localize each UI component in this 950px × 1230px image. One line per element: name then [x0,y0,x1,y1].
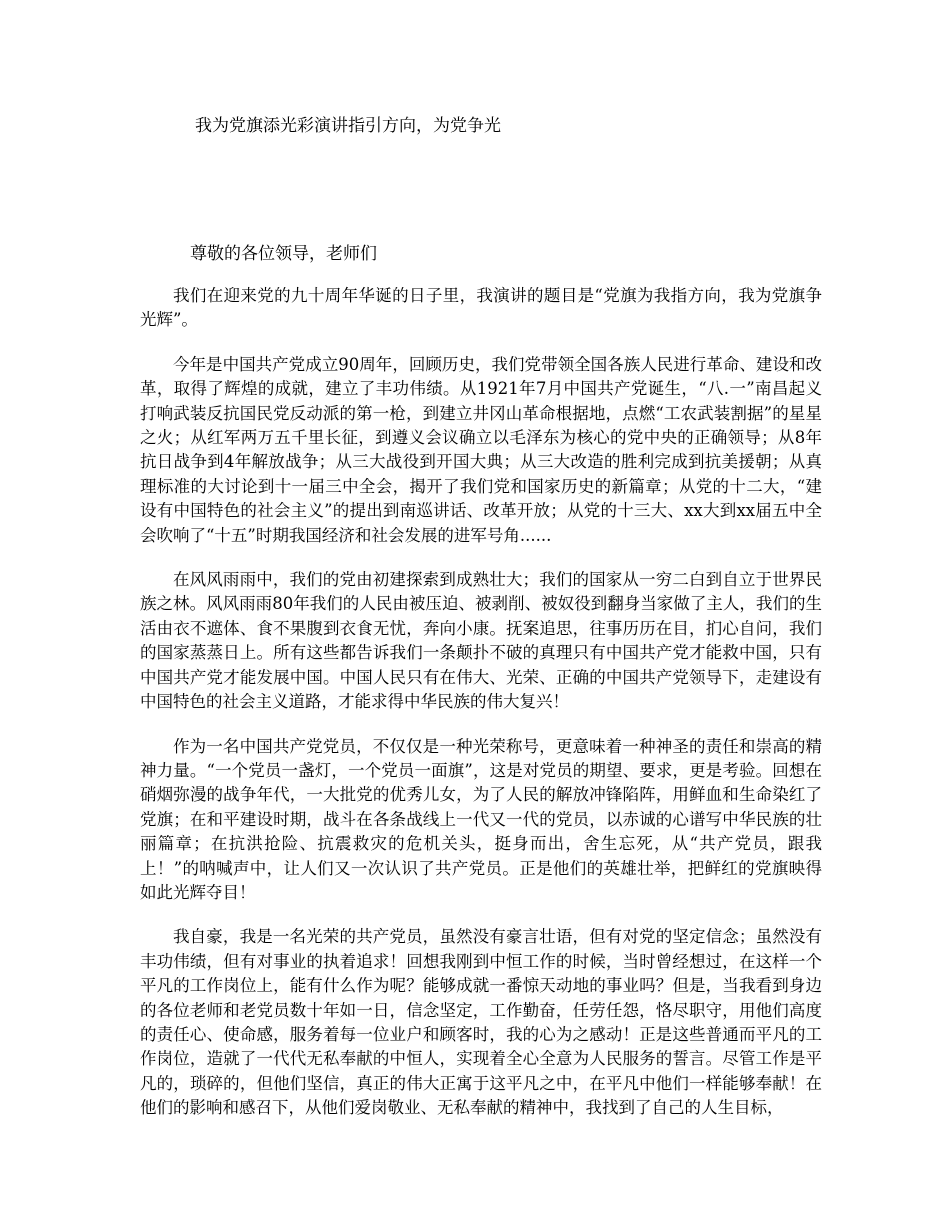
paragraph: 作为一名中国共产党党员，不仅仅是一种光荣称号，更意味着一种神圣的责任和崇高的精神力量。“一个党员一盏灯，一个党员一面旗”，这是对党员的期望、要求，更是考验。回想在硝烟弥漫的战争年代，一大批党的优秀儿女，为了人民的解放冲锋陷阵，用鲜血和生命染红了党旗；在和平建设时期，战斗在各条战线上一代又一代的党员，以赤诚的心谱写中华民族的壮丽篇章；在抗洪抢险、抗震救灾的危机关头，挺身而出，舍生忘死，从“共产党员，跟我上！”的呐喊声中，让人们又一次认识了共产党员。正是他们的英雄壮举，把鲜红的党旗映得如此光辉夺目！ [140,736,822,902]
paragraph: 我们在迎来党的九十周年华诞的日子里，我演讲的题目是“党旗为我指方向，我为党旗争光辉”。 [140,286,822,330]
paragraph: 在风风雨雨中，我们的党由初建探索到成熟壮大；我们的国家从一穷二白到自立于世界民族之林。风风雨雨80年我们的人民由被压迫、被剥削、被奴役到翻身当家做了主人，我们的生活由衣不遮体、食不果腹到衣食无忧，奔向小康。抚案追思，往事历历在目，扪心自问，我们的国家蒸蒸日上。所有这些都告诉我们一条颠扑不破的真理只有中国共产党才能救中国，只有中国共产党才能发展中国。中国人民只有在伟大、光荣、正确的中国共产党领导下，走建设有中国特色的社会主义道路，才能求得中华民族的伟大复兴！ [140,570,822,712]
document-title: 我为党旗添光彩演讲指引方向，为党争光 [195,116,501,136]
paragraph: 我自豪，我是一名光荣的共产党员，虽然没有豪言壮语，但有对党的坚定信念；虽然没有丰功伟绩，但有对事业的执着追求！回想我刚到中恒工作的时候，当时曾经想过，在这样一个平凡的工作岗位上，能有什么作为呢？能够成就一番惊天动地的事业吗？但是，当我看到身边的各位老师和老党员数十年如一日，信念坚定，工作勤奋，任劳任怨，恪尽职守，用他们高度的责任心、使命感，服务着每一位业户和顾客时，我的心为之感动！正是这些普通而平凡的工作岗位，造就了一代代无私奉献的中恒人，实现着全心全意为人民服务的誓言。尽管工作是平凡的，琐碎的，但他们坚信，真正的伟大正寓于这平凡之中，在平凡中他们一样能够奉献！在他们的影响和感召下，从他们爱岗敬业、无私奉献的精神中，我找到了自己的人生目标， [140,927,822,1118]
document-body [140,284,822,1141]
salutation: 尊敬的各位领导，老师们 [190,244,377,264]
paragraph: 今年是中国共产党成立90周年，回顾历史，我们党带领全国各族人民进行革命、建设和改革，取得了辉煌的成就，建立了丰功伟绩。从1921年7月中国共产党诞生，“八.一”南昌起义打响武装反抗国民党反动派的第一枪，到建立井冈山革命根据地，点燃“工农武装割据”的星星之火；从红军两万五千里长征，到遵义会议确立以毛泽东为核心的党中央的正确领导；从8年抗日战争到4年解放战争；从三大战役到开国大典；从三大改造的胜利完成到抗美援朝；从真理标准的大讨论到十一届三中全会，揭开了我们党和国家历史的新篇章；从党的十二大，“建设有中国特色的社会主义”的提出到南巡讲话、改革开放；从党的十三大、xx大到xx届五中全会吹响了“十五”时期我国经济和社会发展的进军号角...... [140,354,822,545]
